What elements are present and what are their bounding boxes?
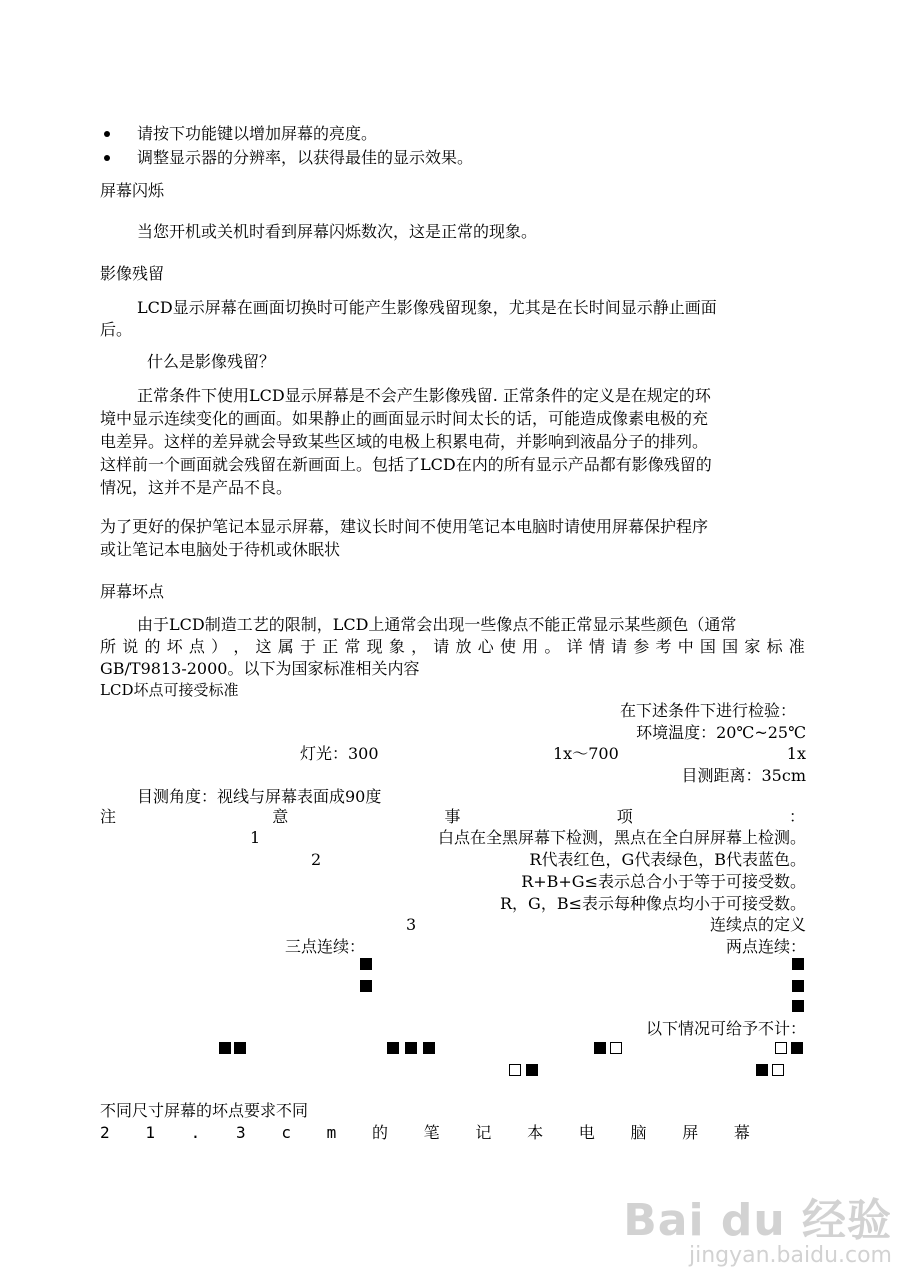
ghost-p1-line: LCD显示屏幕在画面切换时可能产生影像残留现象，尤其是在长时间显示静止画面 <box>137 298 717 317</box>
notes-label: 注 意 事 项 ： <box>100 807 805 826</box>
light-value-2: 1x～700 <box>553 744 619 763</box>
note-3: 连续点的定义 <box>709 915 806 934</box>
white-pixel-square <box>509 1064 521 1076</box>
watermark-url: jingyan.baidu.com <box>688 1243 892 1268</box>
ghost-p2-line: 这样前一个画面就会残留在新画面上。包括了LCD在内的所有显示产品都有影像残留的 <box>100 455 712 474</box>
dead-p1-justified-line: 所 说 的 坏 点 ） ， 这 属 于 正 常 现 象 ， 请 放 心 使 用 。 详 情 请 参 考 中 国 国 家 标 准 <box>100 637 805 656</box>
watermark-logo: Bai du 经验 <box>623 1195 892 1246</box>
two-consecutive-label: 两点连续： <box>725 937 806 956</box>
dead-p1-line: GB/T9813-2000。以下为国家标准相关内容 <box>100 659 420 678</box>
section-heading-ghost: 影像残留 <box>100 264 165 283</box>
black-pixel-square <box>219 1042 231 1054</box>
dead-p1-line: 由于LCD制造工艺的限制，LCD上通常会出现一些像点不能正常显示某些颜色（通常 <box>137 615 737 634</box>
black-pixel-square <box>387 1042 399 1054</box>
note-2b: R+B+G≤表示总合小于等于可接受数。 <box>521 872 806 891</box>
ghost-p2-line: 电差异。这样的差异就会导致某些区域的电极上积累电荷，并影响到液晶分子的排列。 <box>100 432 709 451</box>
black-pixel-square <box>526 1064 538 1076</box>
standard-title: LCD坏点可接受标准 <box>100 681 239 699</box>
bullet-dot <box>104 131 110 137</box>
ghost-p3-line: 为了更好的保护笔记本显示屏幕，建议长时间不使用笔记本电脑时请使用屏幕保护程序 <box>100 517 709 536</box>
black-pixel-square <box>792 980 804 992</box>
check-conditions: 在下述条件下进行检验： <box>619 701 796 720</box>
not-counted-label: 以下情况可给予不计： <box>645 1019 806 1038</box>
light-value-3: 1x <box>786 744 806 763</box>
size-row: 2 1 . 3 c m 的 笔 记 本 电 脑 屏 幕 <box>100 1123 750 1142</box>
white-pixel-square <box>772 1064 784 1076</box>
section-heading-flicker: 屏幕闪烁 <box>100 181 165 200</box>
ghost-question: 什么是影像残留？ <box>147 352 276 371</box>
black-pixel-square <box>423 1042 435 1054</box>
bullet-item: 请按下功能键以增加屏幕的亮度。 <box>137 124 378 143</box>
note-1: 白点在全黑屏幕下检测，黑点在全白屏屏幕上检测。 <box>437 828 806 847</box>
note-number: 1 <box>250 828 261 847</box>
note-2c: R，G，B≤表示每种像点均小于可接受数。 <box>500 894 806 913</box>
section-heading-dead-pixel: 屏幕坏点 <box>100 582 165 601</box>
black-pixel-square <box>234 1042 246 1054</box>
black-pixel-square <box>360 958 372 970</box>
ghost-p2-line: 境中显示连续变化的画面。如果静止的画面显示时间太长的话，可能造成像素电极的充 <box>100 409 709 428</box>
black-pixel-square <box>405 1042 417 1054</box>
ghost-p3-line: 或让笔记本电脑处于待机或休眠状 <box>100 540 341 559</box>
env-temperature: 环境温度：20℃~25℃ <box>636 723 806 742</box>
white-pixel-square <box>775 1042 787 1054</box>
black-pixel-square <box>792 1000 804 1012</box>
black-pixel-square <box>360 980 372 992</box>
note-number: 3 <box>406 915 417 934</box>
baidu-jingyan-watermark <box>623 1195 892 1268</box>
light-value-1: 灯光：300 <box>300 744 379 763</box>
bullet-dot <box>104 155 110 161</box>
view-angle: 目测角度：视线与屏幕表面成90度 <box>137 787 382 806</box>
black-pixel-square <box>594 1042 606 1054</box>
black-pixel-square <box>756 1064 768 1076</box>
ghost-p1-line: 后。 <box>100 320 133 339</box>
view-distance: 目测距离：35cm <box>681 766 806 785</box>
flicker-body: 当您开机或关机时看到屏幕闪烁数次，这是正常的现象。 <box>137 222 538 241</box>
three-consecutive-label: 三点连续： <box>285 937 366 956</box>
note-2a: R代表红色，G代表绿色，B代表蓝色。 <box>529 850 806 869</box>
bullet-item: 调整显示器的分辨率，以获得最佳的显示效果。 <box>137 148 474 167</box>
section-heading-sizes: 不同尺寸屏幕的坏点要求不同 <box>100 1101 309 1120</box>
black-pixel-square <box>792 958 804 970</box>
ghost-p2-line: 正常条件下使用LCD显示屏幕是不会产生影像残留. 正常条件的定义是在规定的环 <box>137 386 711 405</box>
ghost-p2-line: 情况，这并不是产品不良。 <box>100 478 293 497</box>
note-number: 2 <box>311 850 322 869</box>
white-pixel-square <box>610 1042 622 1054</box>
black-pixel-square <box>791 1042 803 1054</box>
